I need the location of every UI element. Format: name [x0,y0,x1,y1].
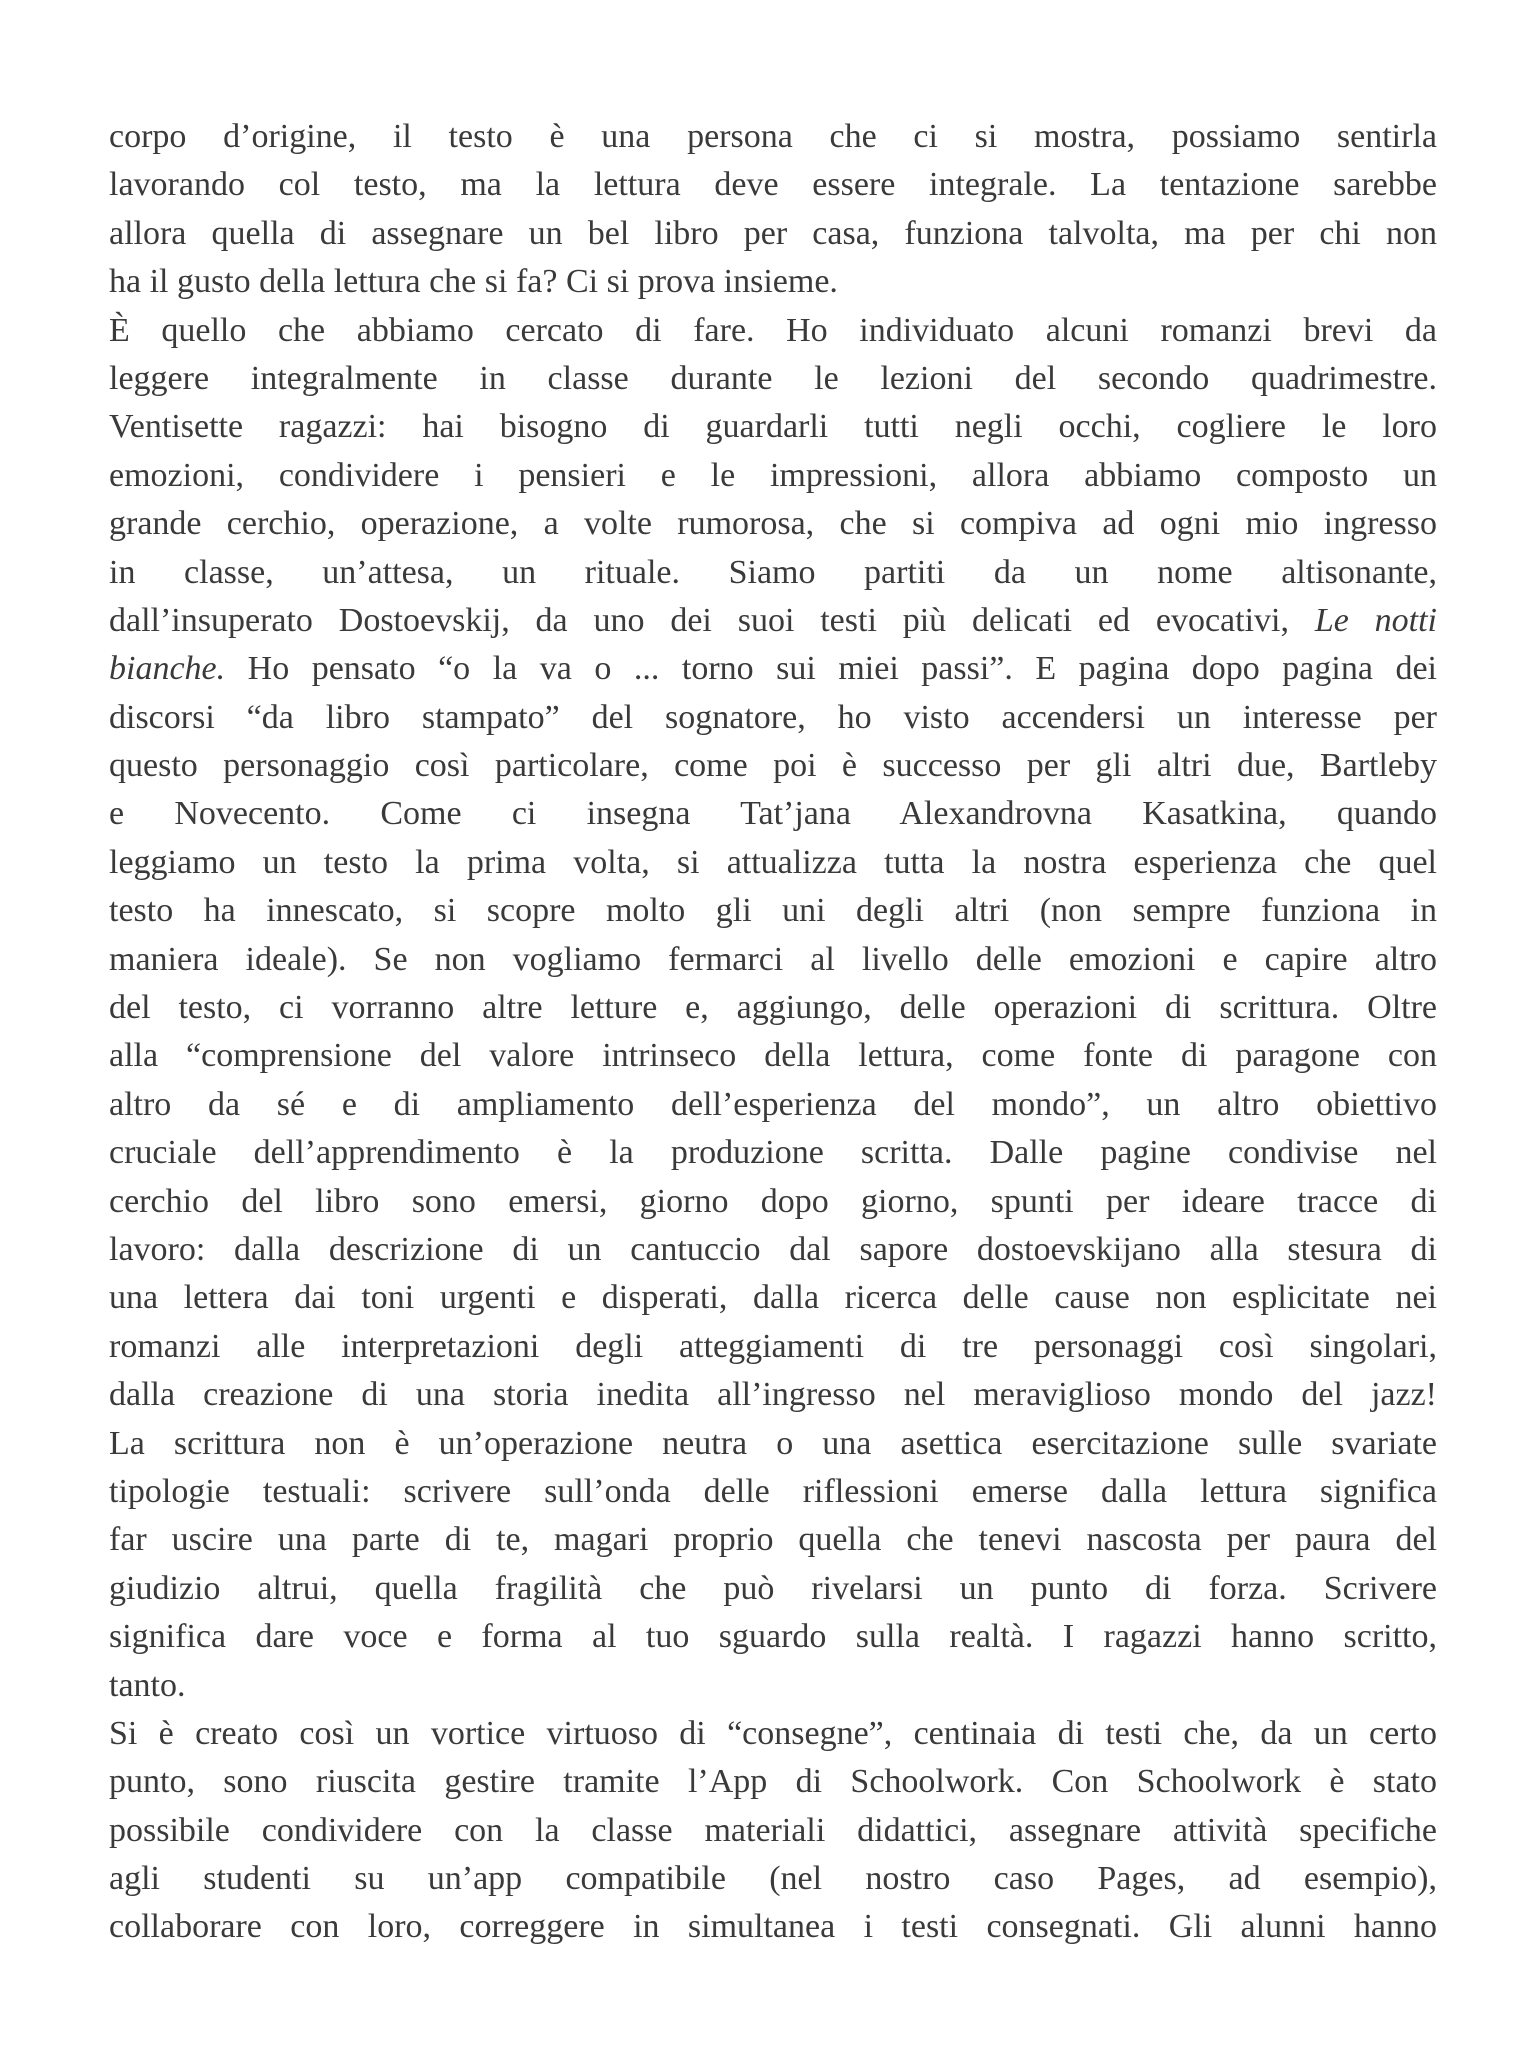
text-line: giudizio altrui, quella fragilità che può rivelarsi un punto di forza. Scrivere [109,1569,1437,1607]
text-line: leggere integralmente in classe durante le lezioni del secondo quadrimestre. [109,359,1437,397]
text-line: Si è creato così un vortice virtuoso di “consegne”, centinaia di testi che, da un certo [109,1714,1437,1752]
text-line: lavorando col testo, ma la lettura deve essere integrale. La tentazione sarebbe [109,166,1437,204]
text-line: testo ha innescato, si scopre molto gli uni degli altri (non sempre funziona in [109,892,1437,930]
text-line: altro da sé e di ampliamento dell’esperienza del mondo”, un altro obiettivo [109,1085,1437,1123]
text-line: Ventisette ragazzi: hai bisogno di guardarli tutti negli occhi, cogliere le loro [109,408,1437,446]
text-line: discorsi “da libro stampato” del sognatore, ho visto accendersi un interesse per [109,698,1437,736]
text-line: una lettera dai toni urgenti e disperati, dalla ricerca delle cause non esplicitate nei [109,1279,1437,1317]
text-line: grande cerchio, operazione, a volte rumorosa, che si compiva ad ogni mio ingresso [109,505,1437,543]
text-line: corpo d’origine, il testo è una persona che ci si mostra, possiamo sentirla [109,118,1437,155]
text-line: significa dare voce e forma al tuo sguardo sulla realtà. I ragazzi hanno scritto, [109,1618,1437,1656]
text-line: far uscire una parte di te, magari proprio quella che tenevi nascosta per paura del [109,1521,1437,1559]
text-line: emozioni, condividere i pensieri e le impressioni, allora abbiamo composto un [109,456,1437,494]
italic-title: Le notti [1314,601,1437,639]
text-line: romanzi alle interpretazioni degli atteggiamenti di tre personaggi così singolari, [109,1327,1437,1365]
text-line: maniera ideale). Se non vogliamo fermarci al livello delle emozioni e capire altro [109,940,1437,978]
text-line [109,597,1437,645]
text-line: lavoro: dalla descrizione di un cantuccio dal sapore dostoevskijano alla stesura di [109,1230,1437,1268]
text-line: leggiamo un testo la prima volta, si attualizza tutta la nostra esperienza che quel [109,843,1437,881]
text-line: La scrittura non è un’operazione neutra o una asettica esercitazione sulle svariate [109,1424,1437,1462]
document-page [109,113,1437,1952]
text-line: cruciale dell’apprendimento è la produzione scritta. Dalle pagine condivise nel [109,1134,1437,1172]
text-line: e Novecento. Come ci insegna Tat’jana Alexandrovna Kasatkina, quando [109,795,1437,833]
text-line: agli studenti su un’app compatibile (nel nostro caso Pages, ad esempio), [109,1860,1437,1898]
text-line: tipologie testuali: scrivere sull’onda delle riflessioni emerse dalla lettura significa [109,1472,1437,1510]
text-run: dall’insuperato Dostoevskij, da uno dei suoi testi più delicati ed evocativi, [109,601,1315,639]
text-line: del testo, ci vorranno altre letture e, aggiungo, delle operazioni di scrittura. Oltre [109,989,1437,1027]
text-line: alla “comprensione del valore intrinseco della lettura, come fonte di paragone con [109,1037,1437,1075]
text-line: questo personaggio così particolare, come poi è successo per gli altri due, Bartleby [109,747,1437,785]
text-line: tanto. [109,1666,186,1704]
text-line: È quello che abbiamo cercato di fare. Ho individuato alcuni romanzi brevi da [109,311,1437,349]
text-line: cerchio del libro sono emersi, giorno dopo giorno, spunti per ideare tracce di [109,1182,1437,1220]
text-line [109,645,1437,693]
text-line: in classe, un’attesa, un rituale. Siamo partiti da un nome altisonante, [109,553,1437,591]
body-text [109,113,1437,1952]
text-line: allora quella di assegnare un bel libro per casa, funziona talvolta, ma per chi non [109,214,1437,252]
text-line: dalla creazione di una storia inedita all’ingresso nel meraviglioso mondo del jazz! [109,1376,1437,1414]
text-line: ha il gusto della lettura che si fa? Ci si prova insieme. [109,263,838,301]
text-run: Ho pensato “o la va o ... torno sui miei passi”. E pagina dopo pagina dei [225,650,1437,688]
text-line: punto, sono riuscita gestire tramite l’App di Schoolwork. Con Schoolwork è stato [109,1763,1437,1801]
text-line: possibile condividere con la classe materiali didattici, assegnare attività specifiche [109,1811,1437,1849]
text-line: collaborare con loro, correggere in simultanea i testi consegnati. Gli alunni hanno [109,1908,1437,1946]
italic-title: bianche. [109,650,226,688]
